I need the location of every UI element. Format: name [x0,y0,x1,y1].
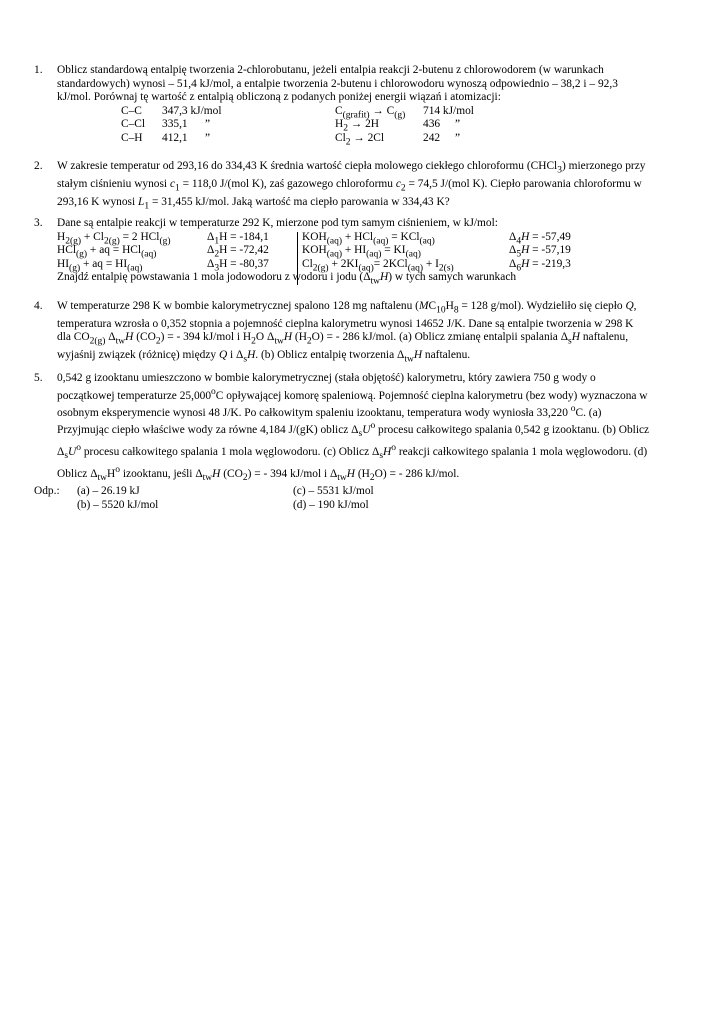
text-line: wyjaśnij związek (różnicę) między Q i $\Delta_sH$. (b) Oblicz entalpię tworzenia $\Delta_{tw}H$ naftalenu. [57,349,471,365]
text-line: temperatura wzrosła o 0,352 stopnia a pojemność cieplna kalorymetru wynosi 14652 J/K. Dane są entalpie tworzenia w 298 K [57,317,634,330]
problem-4-text [57,300,694,367]
answer-a: (a) – 26.19 kJ [77,485,140,498]
bond-name: C–C [121,104,142,117]
answer-c: (c) – 5531 kJ/mol [293,485,374,498]
problem-4 [34,300,694,367]
atomization-value: 242 [423,131,441,144]
text-line: standardowych) wynosi – 51,4 kJ/mol, a entalpie tworzenia 2-butenu i chlorowodoru wynoszą odpowiednio – 38,2 i – 92,3 [57,77,618,90]
problem-5 [34,372,694,513]
problem-number: 5. [34,372,43,384]
bond-energy-table [57,104,694,148]
problem-number: 3. [34,217,43,229]
text-line: Oblicz standardową entalpię tworzenia 2-chlorobutanu, jeżeli entalpia reakcji 2-butenu z chlorowodorem (w warunkach [57,64,604,76]
reaction-equation: HCl$_{(g)}$ + aq = HCl$_{(aq)}$ [57,244,157,260]
bond-energy: 347,3 kJ/mol [162,104,222,117]
text-line: dla $CO_{2(g)}$ $\Delta_{tw}H$ $(CO_2)$ = - 394 kJ/mol i $H_2O$ $\Delta_{tw}H$ $(H_2O)$ = - 286 kJ/mol. (a) Oblicz zmianę entalpii spalania $\Delta_sH$ naftalenu, [57,331,629,347]
reaction-equation: $KOH_{(aq)} + HI_{(aq)} = KI_{(aq)}$ [302,244,421,260]
ditto-mark: ” [455,131,461,144]
reaction-equation: $KOH_{(aq)} + HCl_{(aq)} = KCl_{(aq)}$ [302,230,435,246]
bond-energy: 412,1 [162,131,188,144]
atomization-value: 436 [423,118,441,131]
reaction-table [57,231,694,285]
problem-number: 4. [34,300,43,312]
atomization-process: $C_{(grafit)} \to C_{(g)}$ [335,104,406,121]
answer-b: (b) – 5520 kJ/mol [77,498,159,511]
problem-1 [34,64,694,148]
reaction-row [57,258,697,272]
ditto-mark: ” [205,118,211,131]
text-line: początkowej temperaturze 25,000$^o$C opływającej komorę spaleniową. Pojemność cieplna kalorymetru (bez wody) wyznaczona w [57,386,648,402]
problem-5-text [57,372,694,485]
ditto-mark: ” [205,131,211,144]
bond-row [57,132,697,146]
reaction-enthalpy: $\Delta_3H = -80,37$ [207,257,269,274]
text-line: W temperaturze 298 K w bombie kalorymetrycznej spalono 128 mg naftalenu ($MC_{10}H_8 = 128$ g/mol). Wydzieliło się ciepło Q, [57,300,637,316]
ditto-mark: ” [455,118,461,131]
problem-number: 2. [34,160,43,172]
text-line: 0,542 g izooktanu umieszczono w bombie kalorymetrycznej (stała objętość) kalorymetru, który zawiera 750 g wody o [57,372,596,384]
problem-3-question: Znajdź entalpię powstawania 1 mola jodowodoru z wodoru i jodu $(\Delta_{tw}H)$ w tych samych warunkach [57,271,517,287]
reaction-equation: $Cl_{2(g)} + 2KI_{(aq)}= 2KCl_{(aq)} + I_{2(s)}$ [302,257,454,274]
bond-row [57,118,697,132]
atomization-value: 714 kJ/mol [423,104,474,117]
atomization-process: $Cl_2 \to 2Cl$ [335,131,385,148]
text-line: kJ/mol. Porównaj tę wartość z entalpią obliczoną z podanych poniżej energii wiązań i atomizacji: [57,91,501,104]
reaction-enthalpy: $\Delta_2H = -72,42$ [207,244,269,260]
atomization-process: $H_2 \to 2H$ [335,118,379,134]
reaction-row [57,271,697,285]
reaction-equation: $HI_{(g)}$ + aq = $HI_{(aq)}$ [57,257,143,274]
answer-d: (d) – 190 kJ/mol [293,498,369,511]
text-line: Oblicz $\Delta_{tw}H^o$ izooktanu, jeśli $\Delta_{tw}H$ $(CO_2)$ = - 394 kJ/mol i $\Delta_{tw}H$ $(H_2O)$ = - 286 kJ/mol. [57,464,460,483]
reaction-row [57,244,697,258]
reaction-enthalpy: $\Delta_1H = -184,1$ [207,230,269,246]
text-line: Przyjmując ciepło właściwe wody za równe 4,184 J/(gK) oblicz $\Delta_sU^o$ procesu całkowitego spalania 0,542 g izooktanu. (b) Oblicz [57,421,650,440]
problem-2-text [57,160,694,214]
reaction-enthalpy: $\Delta_6H = -219,3$ [509,257,571,274]
text-line: stałym ciśnieniu wynosi $c_1 = 118,0$ J/(mol K), zaś gazowego chloroformu $c_2 = 74,5$ J/(mol K). Ciepło parowania chloroformu w [57,177,642,194]
problem-2 [34,160,694,214]
reaction-equation: $H_{2(g)} + Cl_{2(g)} = 2$ HCl$_{(g)}$ [57,230,171,246]
bond-name: C–Cl [121,118,146,131]
bond-row [57,105,697,119]
reaction-row [57,231,697,245]
answers-label: Odp.: [34,485,60,498]
text-line: W zakresie temperatur od 293,16 do 334,43 K średnia wartość ciepła molowego ciekłego chloroformu (CHCl$_3$) mierzonego przy [57,160,646,176]
text-line: $\Delta_sU^o$ procesu całkowitego spalania 1 mola węglowodoru. (c) Oblicz $\Delta_sH^o$ reakcji całkowitego spalania 1 mola węglowodoru. (d) [57,443,648,462]
reaction-enthalpy: $\Delta_4H = -57,49$ [509,230,571,246]
problem-1-text [57,64,694,105]
bond-energy: 335,1 [162,118,188,131]
problem-3 [34,217,694,285]
bond-name: C–H [121,131,143,144]
text-line: 293,16 K wynosi $L_1 = 31,455$ kJ/mol. Jaką wartość ma ciepło parowania w 334,43 K? [57,195,450,212]
problem-number: 1. [34,64,43,76]
problem-3-intro: Dane są entalpie reakcji w temperaturze 292 K, mierzone pod tym samym ciśnieniem, w kJ/mol: [57,217,498,229]
answers-block [34,485,694,513]
text-line: osobnym eksperymencie wynosi 48 J/K. Po całkowitym spaleniu izooktanu, temperatura wody wyniosła 33,220 $^o$C. (a) [57,403,602,419]
reaction-enthalpy: $\Delta_5H = -57,19$ [509,244,571,260]
